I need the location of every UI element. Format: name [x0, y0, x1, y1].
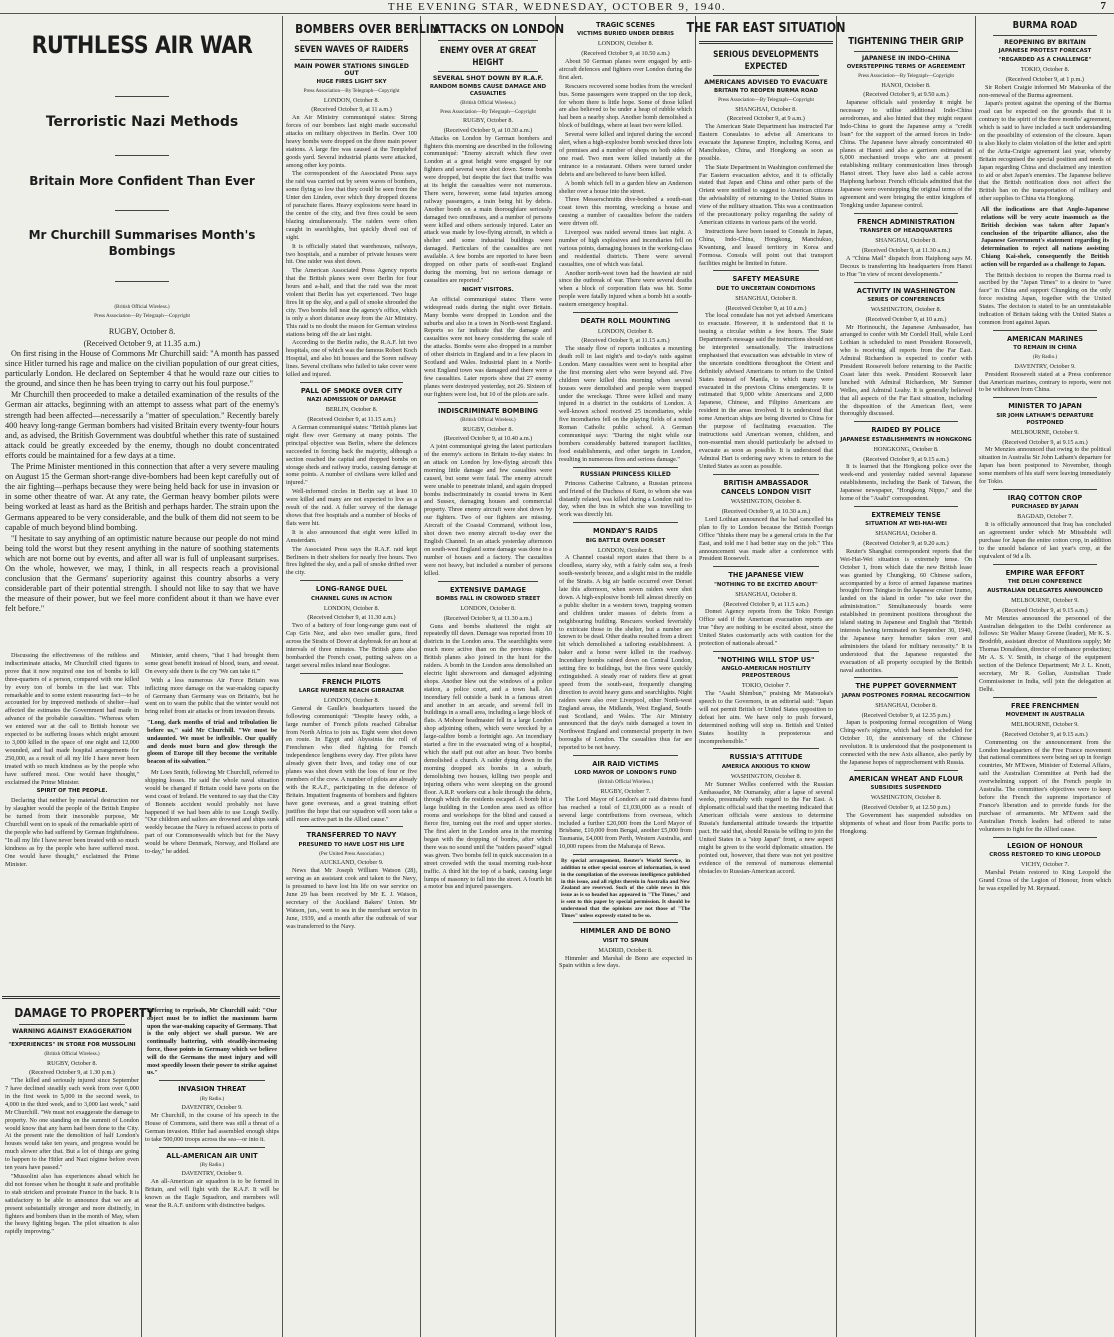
duel-received: (Received October 9, at 11.30 a.m.)	[307, 614, 396, 622]
headline-rule	[115, 155, 169, 156]
headline-rule	[115, 96, 169, 97]
headline-rule	[993, 564, 1097, 565]
lead-cont-paragraph: Minister, amid cheers, "that I had brought them some great benefit instead of blood, tears, and sweat. On every side there is the cry 'We can take it.'"	[145, 652, 279, 675]
london-subhead-2: SEVERAL SHOT DOWN BY R.A.F.	[432, 75, 544, 82]
berlin-source: Press Association—By Telegraph—Copyright	[303, 88, 400, 94]
fareast-headline: THE FAR EAST SITUATION	[686, 21, 846, 36]
berlin-received: (Received October 9, at 11 a.m.)	[311, 106, 392, 114]
ambassador-text: Lord Lothian announced that he had cancelled his plan to fly to London because the British Foreign Office "thinks there may be a general crisis in the Far East, and told me I had better stay on the job." This announcement was made after a conference with President Roosevelt.	[699, 515, 833, 563]
death-roll-received: (Received October 9, at 11.15 a.m.)	[581, 337, 670, 345]
headline-rule	[713, 748, 819, 749]
lead-cont-paragraph: Declaring that neither by material destruction nor by slaughter would the people of the British Empire be turned from their inexorable purpose, Mr Churchill went on to speak of the remarkable spirit of the people who had suffered by German frightfulness. "In all my life I have never been treated with so much kindness as by the people who have suffered most. One would have thought," exclaimed the Prime Minister.	[5, 797, 139, 868]
lead-cont-paragraph: With a less numerous Air Force Britain was inflicting more damage on the war-making capacity of Germany than Germany was on Britain's, but he went on to warn the public that the winter would not bring relief from air attacks or from invasion threats.	[145, 676, 279, 716]
navy-headline: TRANSFERRED TO NAVY	[306, 830, 397, 840]
air-unit-headline: ALL-AMERICAN AIR UNIT	[166, 1150, 258, 1160]
burma-article	[976, 16, 1114, 1337]
monday-subhead: BIG BATTLE OVER DORSET	[585, 537, 666, 544]
headline-rule	[19, 1024, 125, 1025]
london-subhead-3: RANDOM BOMBS CAUSE DAMAGE AND CASUALTIES	[429, 84, 547, 97]
safety-headline: SAFETY MEASURE	[732, 274, 800, 284]
grip-article	[837, 34, 975, 1337]
headline-rule	[854, 51, 958, 52]
empire-subhead-2: AUSTRALIAN DELEGATES ANNOUNCED	[987, 588, 1103, 594]
admin-received: (Received October 9, at 11.30 a.m.)	[861, 246, 951, 254]
headline-rule	[854, 770, 958, 771]
victims-headline: AIR RAID VICTIMS	[592, 759, 659, 769]
wheat-subhead: SUBSIDIES SUSPENDED	[870, 785, 942, 792]
pilots-dateline: LONDON, October 8.	[323, 697, 380, 705]
air-unit-text: An all-American air squadron is to be formed in Britain, and will fight with the R.A.F. It will be known as the Eagle Squadron, and members will wear the R.A.F. uniform with distinctive badges.	[145, 1178, 279, 1209]
headline-rule	[300, 580, 403, 581]
masthead	[0, 0, 1114, 14]
washington-headline: ACTIVITY IN WASHINGTON	[856, 285, 956, 295]
empire-subhead-1: THE DELHI CONFERENCE	[1007, 579, 1083, 585]
scenes-paragraph: About 50 German planes were engaged by anti-aircraft defences and fighters over London during the first alert.	[559, 58, 692, 81]
headline-rule	[159, 1147, 265, 1148]
lead-paragraph: The Prime Minister mentioned in this connection that after a very severe mauling on August 15 the German short-range dive-bombers had been kept carefully out of the air fighting—perhaps because they were being held back for use in invasion or in some other theatre of war. At any rate, the German heavy bomber pilots were being worked at least as hard as the British and perhaps harder. The strain upon the Germans appeared to be very considerable, and the bulk of them did not seem to be capable of much beyond blind bombing.	[5, 462, 279, 532]
lead-headline: RUTHLESS AIR WAR	[31, 31, 253, 59]
lead-source: (British Official Wireless.)	[114, 304, 170, 310]
air-unit-source: (By Radio.)	[199, 1161, 225, 1168]
berlin-paragraph: According to the Berlin radio, the R.A.F. hit two hospitals, one of which was the famous Robert Koch Hospital, and also hit houses and the Soren railway lines. Several civilians who failed to take cover were killed and injured.	[286, 339, 417, 379]
lead-paragraph: "I hesitate to say anything of an optimistic nature because our people do not mind being told the worst but they resent anything in the nature of soothing statements which are not borne out by events, and after all war is full of unpleasant surprises. On the whole, however, we may, I think, in all respects reach a provisional conclusion that the Germans' superiority against this country absorbs a very considerable part of their potential strength. I should not like to say that we have the measure of their power, but we feel more confident about it than we have ever felt before."	[5, 533, 279, 614]
minister-dateline: MELBOURNE, October 9.	[1011, 428, 1079, 436]
indiscriminate-source: (British Official Wireless.)	[460, 417, 516, 423]
russia-text: Mr Sumner Welles conferred with the Russian Ambassador, Mr Oumansky, after a lapse of several weeks, presumably with regard to the Far East. A diplomatic official said that the meeting indicated that American officials were anxious to determine Russia's fundamental attitude towards the tripartite pact. He said that, should Russia be willing to join the United States in a "stop Japan" front, a new aspect might be given to the world diplomatic situation. He pointed out, however, that there was not yet positive evidence of the removal of numerous elemental obstacles to Russian-American accord.	[699, 780, 833, 875]
ambassador-received: (Received October 9, at 10.30 a.m.)	[721, 508, 811, 516]
fareast-subhead-1: SERIOUS DEVELOPMENTS EXPECTED	[713, 49, 819, 71]
himmler-text: Himmler and Marshal de Bono are expected in Spain within a few days.	[559, 954, 692, 970]
navy-text: News that Mr Joseph William Watson (28), serving as an assistant cook and taken to the Navy, is presumed to have lost his life on war service on June 29 has been received by Mr E. J. Watson, secretary of the Auckland Bakers' Union. Mr Watson, jun., went to sea in the merchant service in June, 1939, and a month after the outbreak of war was transferred to the Navy.	[286, 867, 417, 930]
lead-source-2: Press Association—By Telegraph—Copyright	[94, 312, 190, 319]
lead-cont-paragraph: Mr Loes Smith, following Mr Churchill, referred to shipping losses. He said the whole naval situation would be changed if Britain could have ports on the west coast of Ireland. He ventured to say that the City of Bonnets accident would probably not have happened if we had been able to use Lough Swilly. "Our children and sailors are drowned and ships sunk weekly because the Navy is refused access to ports of part of our Commonwealth which but for the Navy would be where Denmark, Norway, and Holland are to-day," he added.	[145, 769, 279, 856]
berlin-paragraph: The American Associated Press Agency reports that the British planes were over Berlin for four hours and a-half, and that the raid was the most violent that Berlin has yet experienced. Two huge fires lit up the sky, and a pall of smoke shrouded the city. Two bombs fell near the agency's office, which is only a short distance away from the Air Ministry. This raid is no doubt the reason for German wireless stations being off the air last night.	[286, 267, 417, 338]
headline-rule	[854, 677, 958, 678]
puppet-subhead: JAPAN POSTPONES FORMAL RECOGNITION	[841, 692, 971, 699]
victims-subhead: LORD MAYOR OF LONDON'S FUND	[574, 770, 677, 777]
washington-text: Mr Horinouchi, the Japanese Ambassador, has arranged to confer with Mr Cordell Hull, while Lord Lothian is scheduled to meet President Roosevelt, who is receiving all reports from the Far East. Admiral Richardson is expected to confer with President Roosevelt before returning to the Pacific Coast later this week. President Roosevelt later lunched with Admiral Richardson, Mr Sumner Welles, and Admiral Leahy. It is generally believed that all aspects of the Far East situation, including the disposition of the American fleet, were thoroughly discussed.	[840, 323, 972, 418]
legion-headline: LEGION OF HONOUR	[1007, 840, 1083, 850]
minister-subhead: SIR JOHN LATHAM'S DEPARTURE POSTPONED	[996, 412, 1094, 426]
empire-text: Mr Menzies announced the personnel of the Australian delegation to the Delhi conference as follows: Sir Walter Massy Greene (leader), Mr K. S. Brodribb, assistant director of Munitions supply; Mr Thomas Donaldson, director of ordnance production; Mr A. S. V. Smith, in charge of the equipment section of the Defence Department; Mr J. L. Knott, secretary, Mr R. Gollan, Australian Trade Commissioner in India, will join the delegation at Delhi.	[979, 614, 1111, 693]
invasion-dateline: DAVENTRY, October 9.	[181, 1104, 243, 1112]
french-received: (Received October 9, at 9.15 a.m.)	[1002, 730, 1088, 738]
empire-received: (Received October 9, at 9.15 a.m.)	[1002, 606, 1088, 614]
cotton-text: It is officially announced that Iraq has concluded an agreement under which Mr Mitsubishi will purchase for Japan the entire cotton crop, in addition to the unsold balance of last year's crop, at the equivalent of 9d a lb.	[979, 521, 1111, 560]
headline-rule	[300, 40, 403, 41]
burma-pull-quote: All the indications are that Anglo-Japanese relations will be very acute inasmuch as the British decision was taken after Japan's conclusion of the tripartite alliance, also the Japanese Government's statement regarding its determination to reject all nations assisting Chiang Kai-shek, consequently the British action will be regarded as a challenge to Japan.	[981, 206, 1109, 268]
cotton-dateline: BAGDAD, October 7.	[1017, 513, 1073, 521]
wheat-headline: AMERICAN WHEAT AND FLOUR	[848, 773, 964, 783]
headline-rule	[993, 837, 1097, 838]
safety-dateline: SHANGHAI, October 8.	[735, 294, 797, 302]
marines-subhead: TO REMAIN IN CHINA	[1013, 345, 1077, 352]
page-number: 7	[1100, 0, 1106, 12]
indiscriminate-text: A joint communiqué giving the latest particulars of the enemy's actions in Britain to-day states: In an attack on London by low-flying aircraft this morning little damage and few casualties were caused, but some were fatal. The enemy aircraft were unable to penetrate inland, and again dropped bombs indiscriminately in coastal towns in Kent and Sussex, damaging houses and commercial property. Three enemy aircraft were shot down by our fighters. Two of our fighters are missing. Aircraft of the Coastal Command, without loss, shot down two enemy aircraft to-day over the English Channel. In an attack yesterday afternoon on south-west England some damage was done to a number of houses and a factory. The casualties were not heavy, but included a number of persons killed.	[424, 443, 552, 577]
french-text: Commenting on the announcement from the London headquarters of the Free France movement that national committees were being set up in foreign countries, Mr M'Ewen, Minister of External Affairs, said the Australian Committee at Perth had the overwhelming support of the French people in Australia. The committee's objectives were to keep before the French the supreme importance of France's liberation and to provide funds for the purchase of armaments. Mr M'Ewen said the Australian French leaders had offered to raise volunteers to fight for the Allied cause.	[979, 738, 1111, 833]
london-subhead-1: ENEMY OVER AT GREAT HEIGHT	[439, 45, 537, 67]
pilots-headline: FRENCH PILOTS	[322, 676, 381, 686]
duel-headline: LONG-RANGE DUEL	[315, 584, 388, 594]
police-subhead: JAPANESE ESTABLISHMENTS IN HONGKONG	[840, 436, 972, 443]
fareast-paragraph: Instructions have been issued to Consuls in Japan, China, Indo-China, Hongkong, Manchukuo, Kwantung, and leased territory in Korea and Formosa. Consuls will point out that transport facilities might be limited in future.	[699, 227, 833, 267]
london-headline: ATTACKS ON LONDON	[432, 21, 565, 36]
scenes-headline: TRAGIC SCENES	[595, 20, 656, 29]
monday-headline: MONDAY'S RAIDS	[593, 526, 658, 536]
burma-paragraph: The British decision to reopen the Burma road is ascribed by the "Japan Times" to a desire to "save face" in China and support Chungking on the only force resisting Japan, together with the United States. The decision is stated to be an unmistakable indication of Britain taking with the United States a common front against Japan.	[979, 271, 1111, 326]
berlin-paragraph: It is officially stated that warehouses, railways, two hospitals, and a number of private houses were hit. One raider was shot down.	[286, 242, 417, 266]
japanese-view-headline: THE JAPANESE VIEW	[728, 570, 804, 580]
himmler-headline: HIMMLER AND DE BONO	[580, 926, 671, 936]
french-subhead: MOVEMENT IN AUSTRALIA	[1005, 712, 1085, 719]
wheat-received: (Received October 9, at 12.50 p.m.)	[861, 804, 951, 812]
lead-continuation-right	[142, 652, 282, 992]
headline-rule	[713, 75, 819, 76]
himmler-dateline: MADRID, October 8.	[598, 946, 653, 954]
damage-source: (British Official Wireless.)	[44, 1051, 100, 1057]
pilots-text: General de Gaulle's headquarters issued the following communiqué: "Despite heavy odds, a large number of French pilots reached Gibraltar from North Africa to join us. Eight were shot down en route. In Egypt and Abyssinia the roll of Frenchmen who died fighting for French independence lengthens every day. Five pilots have already given their lives, and today one of our planes was shot down with the loss of four or five members of the crew. A number of pilots are already with the R.A.F., participating in the defence of Britain. Impatient fragments of bombers and fighters have gone overseas, and a great training effort justifies the hope that our squadron will soon take a still more active part in the Allied cause."	[286, 704, 417, 823]
police-headline: RAIDED BY POLICE	[871, 425, 941, 435]
lead-cont-paragraph: Discussing the effectiveness of the ruthless and indiscriminate attacks, Mr Churchill cited figures to prove that it now required one ton of bombs to kill three-quarters of a person, compared with one killed by every ton of bombs in the last war. This remarkable and to some extent reassuring fact—to be accounted for by improved methods of shelter—had affected the estimates the Government had made in advance of the probable casualties. "Whereas when we entered war at the call to British honour we expected to be suffering losses which might amount to 3,000 killed in the space of one night and 12,000 wounded, and had made hospital arrangements for 250,000, as a result of all my life I have never been treated with so much kindness as by the people who have suffered most. One would have thought," exclaimed the Prime Minister.	[5, 652, 139, 786]
monday-text: A Channel coastal report states that there is a cloudless, starry sky, with a fairly calm sea, a fresh south-westerly breeze, and a slight mist in the middle of the Straits. A big air battle occurred over Dorset late this afternoon, when seven raiders were shot down. A high-explosive bomb fell almost directly on a public shelter in a western town, trapping women and children under masses of debris from a neighbouring building. Rescuers worked feverishly to extricate those in the shelter, but a number are known to be dead. Other deaths resulted from a direct hit which demolished a tailoring establishment. A baker and a horse were killed in the roadway. Incendiary bombs rained down on Central London, setting fire to buildings, but the fires were quickly extinguished. A steady roar of raiders flew at great speed from the south-east, frequently changing direction to avoid heavy guns and searchlights. Night raiders were also over Liverpool, other North-west England areas, the Midlands, West England, South-east Scotland, and Wales. The Air Ministry announced that the day's raids damaged a town in Northwest England and commercial property in two boroughs of London. The casualties thus far are reported to be not heavy.	[559, 554, 692, 752]
masthead-title: THE EVENING STAR, WEDNESDAY, OCTOBER 9, 1940.	[387, 1, 727, 13]
damage-pull-quote: Referring to reprisals, Mr Churchill said: "Our object must be to inflict the maximum harm upon the war-making capacity of Germany. That is the only object we shall pursue. We are continually battering, with steadily-increasing force, those points in Germany which we believe will do the Germans the most injury and will most speedily lessen their power to strike against us."	[147, 1007, 277, 1077]
washington-dateline: WASHINGTON, October 8.	[870, 305, 942, 313]
duel-dateline: LONDON, October 8.	[323, 604, 380, 612]
headline-rule	[993, 489, 1097, 490]
extensive-received: (Received October 9, at 11.30 a.m.)	[443, 614, 533, 622]
duel-text: Two of a battery of four long-range guns east of Cap Gris Nez, and also two smaller guns, fired across the Straits of Dover at daybreak for an hour at intervals of three minutes. The British guns also bombarded the French coast, putting salvos on a target several miles inland near Boulogne.	[286, 622, 417, 669]
headline-rule	[854, 506, 958, 507]
headline-rule	[300, 673, 403, 674]
berlin-paragraph: An Air Ministry communiqué states: Strong forces of our bombers last night made successful attacks on military objectives in Berlin. Over 100 heavy bombs were dropped on the three main power stations. A large fire was caused at the Templehof goods yard. Several industrial plants were attacked, among other key points.	[286, 114, 417, 169]
damage-paragraph: "The killed and seriously injured since September 7 have declined steadily each week from over 6,000 in the first week to 5,000 in the second week, to 4,000 in the third week, and to 3,000 last week," said Mr Churchill. "We must not exaggerate the damage to property. No one standing on the summit of London would know that any harm had been done to the City. At the present rate the demolition of half London's houses would take ten years, and progress would be much slower after that. But a lot of things are going to happen to the Hitler and Nazi régime before even ten years have passed."	[5, 1077, 139, 1172]
grip-subhead-1: JAPANESE IN INDO-CHINA	[861, 55, 951, 62]
headline-rule	[573, 922, 678, 923]
headline-rule	[300, 382, 403, 383]
burma-subhead-3: "REGARDED AS A CHALLENGE"	[998, 57, 1092, 63]
japanese-view-received: (Received October 9, at 11.5 a.m.)	[723, 600, 809, 608]
night-subhead: NIGHT VISITORS.	[462, 286, 514, 293]
navy-source: (Per United Press Association.)	[319, 850, 384, 857]
damage-headline: DAMAGE TO PROPERTY	[14, 1005, 155, 1020]
headline-rule	[854, 213, 958, 214]
headline-rule	[438, 581, 538, 582]
safety-text: The local consulate has not yet advised Americans to evacuate. However, it is understood that it is issuing a circular within a few hours. The State Department's message said the instructions should not be interpreted sensationally. The instructions emphasised that evacuation was advisable in view of the uncertain conditions throughout the Orient and definitely advised Americans to return to the United States instead of Manila, to which many were evacuated in the previous China emergencies. It is estimated that 9,000 white Americans and 2,000 Japanese, Chinese, and Filipino Americans are resident in the areas involved. It is understood that some American ships are being diverted to China for the purpose of facilitating evacuation. The instructions said American women, children, and non-essential men should particularly be advised to evacuate as soon as possible. It is understood that Admiral Hart is ordering navy wives to return to the United States as soon as possible.	[699, 312, 833, 470]
wheat-dateline: WASHINGTON, October 8.	[870, 794, 942, 802]
grip-source: Press Association—By Telegraph—Copyright	[858, 73, 954, 79]
fareast-paragraph: The State Department in Washington confirmed the Far Eastern evacuation advice, and it is officially stated that Japan and China and other parts of the Orient were notified to suggest to American citizens the advisability of returning to the United States in view of the military situation. This was a continuation of the precautionary policy regarding the safety of American citizens in various parts of the world.	[699, 163, 833, 226]
scenes-paragraph: Rescuers recovered some bodies from the wrecked bus. Some passengers were trapped on the top deck, for whom there is little hope. Some of those killed are also believed to be under a heap of rubble which had been a nearby shop. Another bomb demolished a block of buildings, where at least two were killed.	[559, 82, 692, 130]
london-source: (British Official Wireless.)	[460, 100, 516, 106]
lead-deck-3: Mr Churchill Summarises Month's Bombings	[28, 228, 256, 258]
empire-headline: EMPIRE WAR EFFORT	[1005, 567, 1085, 577]
lead-deck-1: Terroristic Nazi Methods	[45, 114, 239, 130]
scenes-paragraph: Another north-west town had the heaviest air raid since the outbreak of war. There were several deaths when a block of corporation flats was hit. Some people were fatally injured when a bomb hit a south-eastern emergency hospital.	[559, 269, 692, 309]
damage-paragraph: "Mussolini also has experiences ahead which he did not foresee when he thought it safe and profitable to stab stricken and prostrate France in the back. It is satisfactory to be able to announce that we are at present substantially stronger and more distinctly, in fighters and bombers than in the month of May, when the heavy fighting began. The pilot situation is also rapidly improving."	[5, 1172, 139, 1236]
smoke-paragraph: The Associated Press says the R.A.F. raid kept Berliners in their shelters for nearly five hours. Two fires lighted the sky, and a pall of smoke drifted over the city.	[286, 545, 417, 577]
scenes-article	[556, 16, 695, 1337]
grip-received: (Received October 9, at 9.50 a.m.)	[863, 91, 949, 99]
empire-dateline: MELBOURNE, October 9.	[1011, 597, 1079, 604]
lead-dateline: RUGBY, October 8.	[108, 327, 176, 336]
burma-subhead-1: REOPENING BY BRITAIN	[1004, 39, 1086, 46]
headline-rule	[115, 210, 169, 211]
invasion-text: Mr Churchill, in the course of his speech in the House of Commons, said there was still a threat of a German invasion. Hitler had assembled enough ships to take 500,000 troops across the sea—or into it.	[145, 1111, 279, 1143]
safety-received: (Received October 9, at 10 a.m.)	[725, 304, 807, 312]
cotton-subhead: PURCHASED BY JAPAN	[1011, 504, 1079, 511]
headline-rule	[115, 281, 169, 282]
burma-headline: BURMA ROAD	[1012, 20, 1078, 31]
admin-text: A "China Mail" dispatch from Haiphong says M. Decoux is transferring his headquarters from Hanoi to Hue "in view of recent developments."	[840, 254, 972, 278]
minister-received: (Received October 9, at 9.15 a.m.)	[1002, 438, 1088, 446]
washington-received: (Received October 9, at 10 a.m.)	[865, 315, 947, 323]
headline-rule	[854, 421, 958, 422]
nothing-headline: "NOTHING WILL STOP US"	[717, 654, 815, 664]
burma-subhead-2: JAPANESE PROTEST FORECAST	[998, 48, 1092, 54]
japanese-view-subhead: "NOTHING TO BE EXCITED ABOUT"	[714, 581, 818, 588]
fareast-dateline: SHANGHAI, October 8.	[735, 105, 797, 113]
fareast-source: Press Association—By Telegraph—Copyright	[718, 97, 814, 103]
tense-text: Reuter's Shanghai correspondent reports that the Wei-Hai-Wei situation is extremely tense. On October 1, from which date the new British lease was granted by Chungking, 60 Chinese sailors, accompanied by a force of armed Japanese marines brought from Tsingtao in the Japanese cruiser Izumo, landed on the island in order "to take over the administration." Simultaneously boards were established in prominent positions throughout the island stating in Japanese and English that "British interests having terminated on September 30, 1940, the Japanese navy hereafter takes over and administers the island for military necessity." It is understood that the Japanese requested the evacuation of all property occupied by the British naval authorities.	[840, 547, 972, 674]
scenes-paragraph: A bomb which fell in a garden blew an Anderson shelter over a house into the street.	[559, 179, 692, 195]
death-roll-dateline: LONDON, October 8.	[597, 327, 654, 335]
berlin-headline: BOMBERS OVER BERLIN	[295, 21, 439, 36]
police-text: It is learned that the Hongkong police over the week-end and yesterday raided several Japanese establishments, including the Bank of Taiwan, the Japanese newspaper, "Hongkong Nippo," and the home of the "Asahi" correspondent.	[840, 463, 972, 502]
monday-dateline: LONDON, October 8.	[597, 546, 654, 554]
marines-headline: AMERICAN MARINES	[1006, 333, 1084, 343]
invasion-source: (By Radio.)	[199, 1095, 225, 1102]
victims-text: The Lord Mayor of London's air raid distress fund has reached a total of £1,030,000 as a result of several large contributions from overseas, which included a further £20,000 from the Lord Mayor of Brisbane, £10,000 from Bengal, another £5,000 from Tasmania, £4,000 from Perth, Western Australia, and 10,000 rupees from the Maharaja of Rewa.	[559, 795, 692, 851]
minister-text: Mr Menzies announced that owing to the political situation in Australia Sir John Latham's departure for Japan has been postponed to November, though some members of his staff were leaving immediately for Tokio.	[979, 446, 1111, 485]
headline-rule	[438, 40, 538, 41]
extensive-subhead: BOMBS FALL IN CROWDED STREET	[435, 595, 541, 602]
marines-dateline: DAVENTRY, October 9.	[1014, 362, 1076, 370]
police-dateline: HONGKONG, October 8.	[873, 445, 939, 453]
damage-article	[2, 1004, 155, 1337]
smoke-received: (Received October 9, at 11.15 a.m.)	[307, 416, 396, 424]
headline-rule	[19, 1038, 125, 1039]
lead-pull-quote: "Long, dark months of trial and tribulation lie before us," said Mr Churchill. "We must be undaunted. We must be inflexible. Our qualify and deeds must burn and glow through the gloom of Europe till they become the veritable beacon of its salvation."	[147, 719, 277, 766]
safety-subhead: DUE TO UNCERTAIN CONDITIONS	[716, 285, 816, 292]
damage-continuation	[142, 1004, 282, 1337]
damage-subhead: WARNING AGAINST EXAGGERATION	[12, 1028, 132, 1035]
london-received: (Received October 9, at 10.30 a.m.)	[443, 126, 533, 134]
himmler-subhead: VISIT TO SPAIN	[602, 937, 649, 944]
headline-rule	[300, 826, 403, 827]
burma-paragraph: Sir Robert Craigie informed Mr Matsuoka of the non-renewal of the Burma agreement.	[979, 83, 1111, 99]
nothing-text: The "Asahi Shimbun," praising Mr Matsuoka's speech to the Governors, in an editorial said: "Japan will not permit British or United States opposition to defeat her aim. We have only to push forward, determined nothing will stop us. British and United States hostility is preposterous and incomprehensible."	[699, 690, 833, 745]
nothing-dateline: TOKIO, October 7.	[741, 682, 791, 690]
extensive-dateline: LONDON, October 8.	[460, 604, 516, 612]
puppet-received: (Received October 9, at 12.35 p.m.)	[861, 711, 951, 719]
admin-dateline: SHANGHAI, October 8.	[875, 237, 937, 245]
fareast-subhead-2: AMERICANS ADVISED TO EVACUATE	[704, 79, 828, 86]
headline-rule	[573, 854, 678, 855]
minister-headline: MINISTER TO JAPAN	[1008, 401, 1082, 411]
cotton-headline: IRAQ COTTON CROP	[1007, 492, 1083, 502]
scenes-paragraph: Three Messerschmitts dive-bombed a south-east coast town this morning, wrecking a house and causing a number of casualties before the raiders were driven off.	[559, 196, 692, 228]
lead-paragraph: On first rising in the House of Commons Mr Churchill said: "A month has passed since Hitler turned his rage and malice on the civilian population of our great cities, particularly London. He declared on September 4 that he would raze our cities to the ground, and since then he has been trying to carry out his foul purpose."	[5, 349, 279, 389]
smoke-paragraph: A German communiqué states: "British planes last night flew over Germany at many points. The principal objective was Berlin, where the defences succeeded in forcing back the majority, although a section reached the capital and dropped bombs on storage sheds and railway trucks, causing damage at some points. A number of civilians were killed and injured."	[286, 424, 417, 487]
lead-paragraph: Mr Churchill then proceeded to make a detailed examination of the results of the German air attacks, beginning with an attempt to assess what part of the enemy's strength had been affected—necessarily a "matter of speculation." Recently barely 400 heavy long-range German bombers had visited Britain every twenty-four hours and, as advised, the British Government was doubtful whether this rate of sustained attack could be greatly exceeded by the enemy, though no doubt concentrated efforts could be maintained for a few days at a time.	[5, 390, 279, 460]
victims-dateline: RUGBY, October 7.	[600, 787, 651, 795]
russia-subhead: AMERICA ANXIOUS TO KNOW	[721, 763, 811, 770]
fareast-received: (Received October 9, at 9 a.m.)	[727, 115, 805, 123]
damage-received: (Received October 9, at 1.30 p.m.)	[29, 1069, 115, 1077]
indiscriminate-dateline: RUGBY, October 8.	[462, 425, 514, 433]
russia-dateline: WASHINGTON, October 8.	[730, 772, 802, 780]
smoke-subhead: NAZI ADMISSION OF DAMAGE	[306, 397, 397, 404]
scenes-received: (Received October 9, at 10.50 a.m.)	[581, 50, 670, 58]
puppet-text: Japan is postponing formal recognition of Wang Ching-wei's régime, which had been scheduled for October 10, the anniversary of the Chinese revolution. It is understood that the postponement is connected with the new Axis alliance, also partly by the Japanese hopes of rapprochement with Russia.	[840, 719, 972, 766]
headline-rule	[438, 71, 538, 72]
french-headline: FREE FRENCHMEN	[1010, 700, 1080, 710]
headline-rule	[854, 282, 958, 283]
smoke-dateline: BERLIN, October 8.	[325, 406, 378, 414]
scenes-paragraph: Several were killed and injured during the second alert, when a high-explosive bomb wrecked three lots of premises and a number of shops on both sides of one road. Two men were killed instantly at the entrance to a restaurant. Others were turned under debris and are believed to have been killed.	[559, 131, 692, 178]
berlin-dateline: LONDON, October 8.	[323, 96, 380, 104]
headline-rule	[573, 312, 678, 313]
admin-subhead: TRANSFER OF HEADQUARTERS	[859, 228, 953, 235]
wheat-text: The Government has suspended subsidies on shipments of wheat and flour from Pacific ports to Hongkong.	[840, 811, 972, 835]
headline-rule	[713, 566, 819, 567]
london-article	[421, 16, 565, 1337]
lead-received: (Received October 9, at 11.35 a.m.)	[83, 339, 201, 348]
berlin-article	[283, 16, 439, 1337]
duel-subhead: CHANNEL GUNS IN ACTION	[310, 595, 393, 602]
police-received: (Received October 9, at 9.15 a.m.)	[863, 455, 949, 463]
headline-rule	[573, 467, 678, 468]
fareast-article	[686, 16, 846, 1337]
berlin-subhead-2: MAIN POWER STATIONS SINGLED OUT	[294, 63, 409, 77]
grip-subhead-2: OVERSTEPPING TERMS OF AGREEMENT	[846, 64, 966, 70]
headline-rule	[699, 41, 833, 44]
ambassador-headline: BRITISH AMBASSADOR CANCELS LONDON VISIT	[720, 477, 812, 496]
scenes-dateline: LONDON, October 8.	[597, 40, 654, 48]
tense-received: (Received October 9, at 9.20 a.m.)	[863, 540, 949, 548]
invasion-headline: INVASION THREAT	[178, 1084, 246, 1094]
smoke-paragraph: Well-informed circles in Berlin say at least 10 were killed and many are not expected to live as a result of the raid. A fuller survey of the damage shows that five hospitals and a number of blocks of flats were hit.	[286, 488, 417, 527]
fareast-paragraph: The American State Department has instructed Far Eastern Consulates to advise all Americans to evacuate the Japanese Empire, including Korea, and Manchukuo, China, and Hongkong as soon as possible.	[699, 123, 833, 162]
tense-subhead: SITUATION AT WEI-HAI-WEI	[865, 521, 947, 528]
fareast-subhead-3: BRITAIN TO REOPEN BURMA ROAD	[714, 88, 818, 94]
marines-source: (By Radio.)	[1032, 354, 1058, 361]
damage-dateline: RUGBY, October 8.	[46, 1059, 98, 1067]
japanese-view-text: Domei Agency reports from the Tokio Foreign Office said if the American evacuation reports are true "they are nothing to be excited about, since the United States customarily acts with caution for the protection of nationals abroad."	[699, 608, 833, 647]
victims-source: (British Official Wireless.)	[597, 779, 654, 786]
marines-text: President Roosevelt stated at a Press conference that American marines, contrary to reports, were not to be withdrawn from China.	[979, 370, 1111, 394]
tense-dateline: SHANGHAI, October 8.	[875, 530, 937, 538]
smoke-headline: PALL OF SMOKE OVER CITY	[300, 386, 403, 395]
headline-rule	[993, 397, 1097, 398]
headline-rule	[993, 697, 1097, 698]
pilots-subhead: LARGE NUMBER REACH GIBRALTAR	[298, 688, 405, 695]
princess-text: Princess Catherine Caltrano, a Russian princess and friend of the Duchess of Kent, to whom she was distantly related, was killed during a London raid to-day, when the bus in which she was travelling to work was directly hit.	[559, 479, 692, 519]
damage-subhead-2: "EXPERIENCES" IN STORE FOR MUSSOLINI	[8, 1042, 136, 1048]
nothing-subhead: ANGLO-AMERICAN HOSTILITY PREPOSTEROUS	[721, 666, 811, 680]
ambassador-dateline: WASHINGTON, October 8.	[730, 498, 802, 506]
berlin-subhead-3: HUGE FIRES LIGHT SKY	[316, 79, 387, 85]
puppet-headline: THE PUPPET GOVERNMENT	[855, 681, 957, 691]
headline-rule	[713, 270, 819, 271]
headline-rule	[573, 522, 678, 523]
headline-rule	[993, 330, 1097, 331]
indiscriminate-headline: INDISCRIMINATE BOMBING	[438, 405, 538, 415]
legion-text: Marshal Petain restored to King Leopold the Grand Cross of the Legion of Honour, from which he was expelled by M. Reynaud.	[979, 868, 1111, 892]
legion-subhead: CROSS RESTORED TO KING LEOPOLD	[989, 851, 1101, 858]
japanese-view-dateline: SHANGHAI, October 8.	[735, 590, 797, 598]
lead-deck-2: Britain More Confident Than Ever	[29, 174, 255, 188]
headline-rule	[573, 755, 678, 756]
headline-rule	[993, 35, 1097, 36]
lead-article	[2, 16, 282, 650]
london-source-2: Press Association—By Telegraph—Copyright	[440, 108, 536, 115]
london-dateline: RUGBY, October 8.	[462, 117, 514, 124]
section-rule	[2, 996, 280, 999]
legion-dateline: VICHY, October 7.	[1020, 860, 1069, 868]
burma-received: (Received October 9, at 1 p.m.)	[1005, 75, 1084, 83]
tense-headline: EXTREMELY TENSE	[871, 509, 941, 519]
burma-dateline: TOKIO, October 8.	[1020, 66, 1070, 73]
french-dateline: MELBOURNE, October 9.	[1011, 721, 1079, 729]
admin-headline: FRENCH ADMINISTRATION	[857, 216, 955, 226]
headline-rule	[713, 651, 819, 652]
headline-rule	[159, 1080, 265, 1081]
grip-headline: TIGHTENING THEIR GRIP	[848, 36, 964, 47]
berlin-subhead-1: SEVEN WAVES OF RAIDERS	[294, 45, 409, 55]
london-paragraph: Attacks on London by German bombers and fighters this morning are described in the following communiqué: "Enemy aircraft which flew over London at a great height were engaged by our fighters and several were shot down. Some bombs were dropped, but despite the fact that traffic was at its height the casualties were not numerous. There were, however, some fatal injuries among railway passengers, a train being hit by debris. Another bomb on a main thoroughfare seriously damaged two omnibuses, and a number of persons were killed and others seriously injured. Later an attack was made by low-flying aircraft, in which a shelter and some industrial buildings were damaged. Particulars of the casualties are not available. A few bombs are reported to have been dropped on other parts of south-east England during the morning, but no serious damage or casualties are reported."	[424, 134, 552, 284]
washington-subhead: SERIES OF CONFERENCES	[867, 296, 945, 303]
headline-rule	[713, 474, 819, 475]
headline-rule	[300, 59, 403, 60]
lead-continuation-left	[2, 652, 142, 992]
scenes-subhead: VICTIMS BURIED UNDER DEBRIS	[577, 31, 674, 38]
grip-dateline: HANOI, October 8.	[881, 81, 931, 89]
headline-rule	[438, 402, 538, 403]
navy-dateline: AUCKLAND, October 9.	[319, 859, 384, 867]
burma-paragraph: Japan's protest against the opening of the Burma road can be expected on the grounds that it is contrary to the spirit of the three months' agreement, which is said to have included a tacit understanding on the possibility of extension of the closure. Japan is also likely to claim violation of the letter and spirit of the Arita-Craigie agreement last year, whereby Britain recognised the special position and needs of Japan regarding China and disclaimed any intention to aid or abet Japan's enemies. The Japanese believe that the British notification does not affect the British ban on the transportation of military and other supplies to China via Hongkong.	[979, 100, 1111, 203]
lead-cont-subhead: SPIRIT OF THE PEOPLE.	[36, 788, 108, 795]
air-unit-dateline: DAVENTRY, October 9.	[181, 1170, 243, 1178]
night-text: An official communiqué states: There were widespread raids during the night over Britain. Many bombs were dropped in London and the suburbs and also in a town in North-west England. Reports so far indicate that the damage and casualties were not heavy considering the scale of the attacks. Bombs were also dropped in a number of other districts in England and in a few places in Scotland and Wales. Industrial plant in a North-west England town was damaged and there were a few casualties. Later reports show that 27 enemy planes were destroyed yesterday, not 26. Sixteen of our fighters were lost, but 10 of the pilots are safe.	[424, 295, 552, 398]
indiscriminate-received: (Received October 9, at 10.40 a.m.)	[443, 435, 533, 443]
death-roll-headline: DEATH ROLL MOUNTING	[580, 316, 671, 326]
scenes-paragraph: Liverpool was raided several times last night. A number of high explosives and incendiaries fell on various points, damaging houses in the working-class and residential districts. There were several casualties, one of which was fatal.	[559, 229, 692, 268]
grip-text: Japanese officials said yesterday it might be necessary to utilise additional Indo-China aerodromes, and also hinted that they might request Indo-China to grant the Japanese army a "credit loan" for the support of the armed forces in Indo-China. The Japanese have already concentrated 40 planes at Hanoi and also a garrison estimated at 6,000 mechanised troops who are at present establishing military communication lines through Hanoi street. They have also laid a cable across Haiphong harbour. French officials admitted that the Japanese were overstepping the original terms of the agreement and were bringing the entire kingdom of Tongking under Japanese control.	[840, 99, 972, 209]
reuter-notice: By special arrangement, Reuter's World Service, in addition to other special sources of information, is used in the compilation of the overseas intelligence published in this issue, and all rights therein in Australia and New Zealand are reserved. Such of the cable news in this issue as is so headed has appeared in "The Times," and is sent to this paper by special permission. It should be understood that the opinions are not those of "The Times" unless expressly stated to be so.	[561, 858, 690, 919]
berlin-paragraph: The correspondent of the Associated Press says the raid was carried out by seven waves of bombers, some flying so low that they could be seen from the Unter den Linden, over which they dropped dozens of parachute flares. Heavy explosions were heard in the centre of the city, and five fires could be seen blazing simultaneously. The raiders were often caught in searchlights, but quickly dived out of sight.	[286, 170, 417, 241]
princess-headline: RUSSIAN PRINCESS KILLED	[580, 470, 671, 478]
extensive-text: Guns and bombs shattered the night air repeatedly till dawn. Damage was reported from 10 districts in the London area. The searchlights were much more active than on the previous nights. British planes also joined in the hunt for the raiders. A bomb in the London area demolished an electric light showroom and damaged adjoining shops. Another blew out the windows of a police station, a police court, and a town hall. An incendiary fell outside a bank in a famous street and another in an arcade, and several fell in buildings in a small area, including a large block of flats. A Mohoor headmaster fell in a large London shop adjoining others, which were wrecked by a large-calibre bomb a fortnight ago. An incendiary started a fire in the evacuated wing of a hospital, which the staff put out after an hour. Two bombs demolished a church. A raider dying down in the morning dropped six bombs in a suburb, demolishing two houses, killing two people and injuring others who were sleeping on the ground floor. A.R.P. workers cut a hole through the debris, through which the residents escaped. A bomb hit a large building in the London area used as office rooms and workshops for the blind and caused a fierce fire, turning out the roof and upper stories. The first alert in the London area in the morning began with the dropping of bombs, after which there was no sound until the "raiders passed" signal was given. Two bombs fell in quick succession in a street crowded with the usual morning rush-hour traffic. A third hit the top of a bank, causing large lumps of masonry to fall into the street. A fourth hit a motor bus and injured passengers.	[424, 622, 552, 891]
smoke-paragraph: It is also announced that eight were killed in Amsterdam.	[286, 528, 417, 544]
extensive-headline: EXTENSIVE DAMAGE	[449, 584, 527, 594]
death-roll-text: The steady flow of reports indicates a mounting death roll in last night's and to-day's raids against London. Many casualties were sent to hospital after the first morning alert who were beyond aid. Five children were killed this morning when several houses were demolished and people were trapped under the wreckage. Three were killed and many injured in a district in the outskirts of London. A well-known school received 25 incendiaries, while five incendiaries fell on the playing fields of a noted Roman Catholic public school. A German communiqué says: "During the night while our bombers considerably battered transport facilities, food establishments, and other targets in London, resulting in numerous fires and serious damage."	[559, 345, 692, 463]
russia-headline: RUSSIA'S ATTITUDE	[729, 752, 803, 762]
puppet-dateline: SHANGHAI, October 8.	[875, 701, 937, 709]
navy-subhead: PRESUMED TO HAVE LOST HIS LIFE	[298, 841, 405, 848]
